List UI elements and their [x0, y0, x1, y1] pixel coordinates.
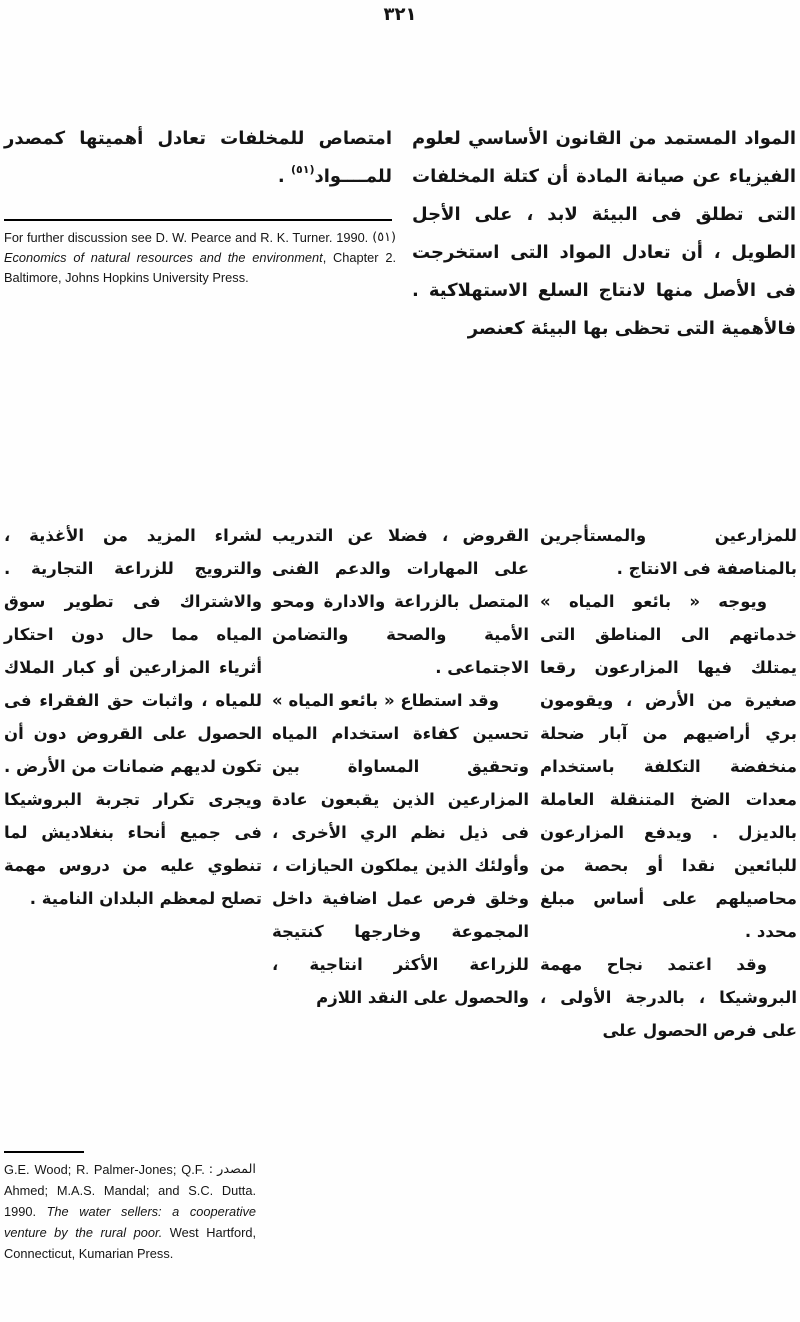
paragraph: ويوجه « بائعو المياه » خدماتهم الى المناطق التى يمتلك فيها المزارعون رقعا صغيرة من الأرض ، ويقومون بري أراضيهم من آبار ضحلة منخفضة التكلفة باستخدام معدات الضخ المتنقلة العاملة بالديزل . ويدفع المزارعون للبائعين نقدا أو بحصة من محاصيلهم على أساس مبلغ محدد .	[540, 592, 797, 941]
paragraph: القروض ، فضلا عن التدريب على المهارات والدعم الفنى المتصل بالزراعة والادارة ومحو الأمية والصحة والتضامن الاجتماعى .	[272, 526, 529, 677]
intro-right-text: المواد المستمد من القانون الأساسي لعلوم الفيزياء عن صيانة المادة أن كتلة المخلفات التى تطلق فى البيئة لابد ، على الأجل الطويل ، أن تعادل المواد التى استخرجت فى الأصل منها لانتاج السلع الاستهلاكية . فالأهمية التى تحظى بها البيئة كعنصر	[412, 128, 796, 339]
page-number: ٣٢١	[383, 4, 417, 25]
paragraph: وقد اعتمد نجاح مهمة البروشيكا ، بالدرجة الأولى ، على فرص الحصول على	[540, 955, 797, 1040]
source-footnote-text-end: West Hartford, Connecticut, Kumarian Press.	[4, 1225, 256, 1261]
body-column-left	[4, 519, 262, 915]
intro-paragraph-left	[4, 120, 392, 196]
paragraph: لشراء المزيد من الأغذية ، والترويج للزراعة التجارية . والاشتراك فى تطوير سوق المياه مما حال دون احتكار أثرياء المزارعين أو كبار الملاك للمياه ، واثبات حق الفقراء فى الحصول على القروض دون أن تكون لديهم ضمانات من الأرض . ويجرى تكرار تجربة البروشيكا فى جميع أنحاء بنغلاديش لما تنطوي عليه من دروس مهمة تصلح لمعظم البلدان النامية .	[4, 526, 262, 908]
footnote-ref-51: (٥١)	[291, 163, 315, 176]
footnote-51-text: For further discussion see D. W. Pearce and R. K. Turner. 1990.	[4, 230, 369, 245]
intro-left-text-end: .	[277, 166, 292, 187]
source-footnote-label: المصدر :	[208, 1162, 256, 1177]
footnote-51	[4, 228, 396, 288]
source-footnote-rule	[4, 1151, 84, 1153]
body-column-middle	[272, 519, 529, 1014]
source-footnote-text: G.E. Wood; R. Palmer-Jones; Q.F. Ahmed; M.A.S. Mandal; and S.C. Dutta. 1990.	[4, 1162, 256, 1219]
source-footnote-book-title: The water sellers: a cooperative venture by the rural poor.	[4, 1204, 256, 1240]
paragraph: وقد استطاع « بائعو المياه » تحسين كفاءة استخدام المياه وتحقيق المساواة بين المزارعين الذين يقبعون عادة فى ذيل نظم الري الأخرى ، وأولئك الذين يملكون الحيازات ، وخلق فرص عمل اضافية داخل المجموعة وخارجها كنتيجة للزراعة الأكثر انتاجية ، والحصول على النقد اللازم	[272, 691, 529, 1007]
paragraph: للمزارعين والمستأجرين بالمناصفة فى الانتاج .	[540, 526, 797, 578]
body-column-right	[540, 519, 797, 1047]
source-footnote	[4, 1159, 256, 1264]
intro-left-paragraph	[4, 120, 392, 196]
footnote-51-marker: (٥١)	[372, 230, 396, 245]
intro-paragraph-right	[412, 120, 796, 348]
intro-left-text: امتصاص للمخلفات تعادل أهميتها كمصدر للمــــواد	[4, 128, 392, 187]
footnote-separator-rule	[4, 219, 392, 221]
footnote-51-text-end: , Chapter 2. Baltimore, Johns Hopkins University Press.	[4, 250, 396, 285]
footnote-51-book-title: Economics of natural resources and the environment	[4, 250, 323, 265]
